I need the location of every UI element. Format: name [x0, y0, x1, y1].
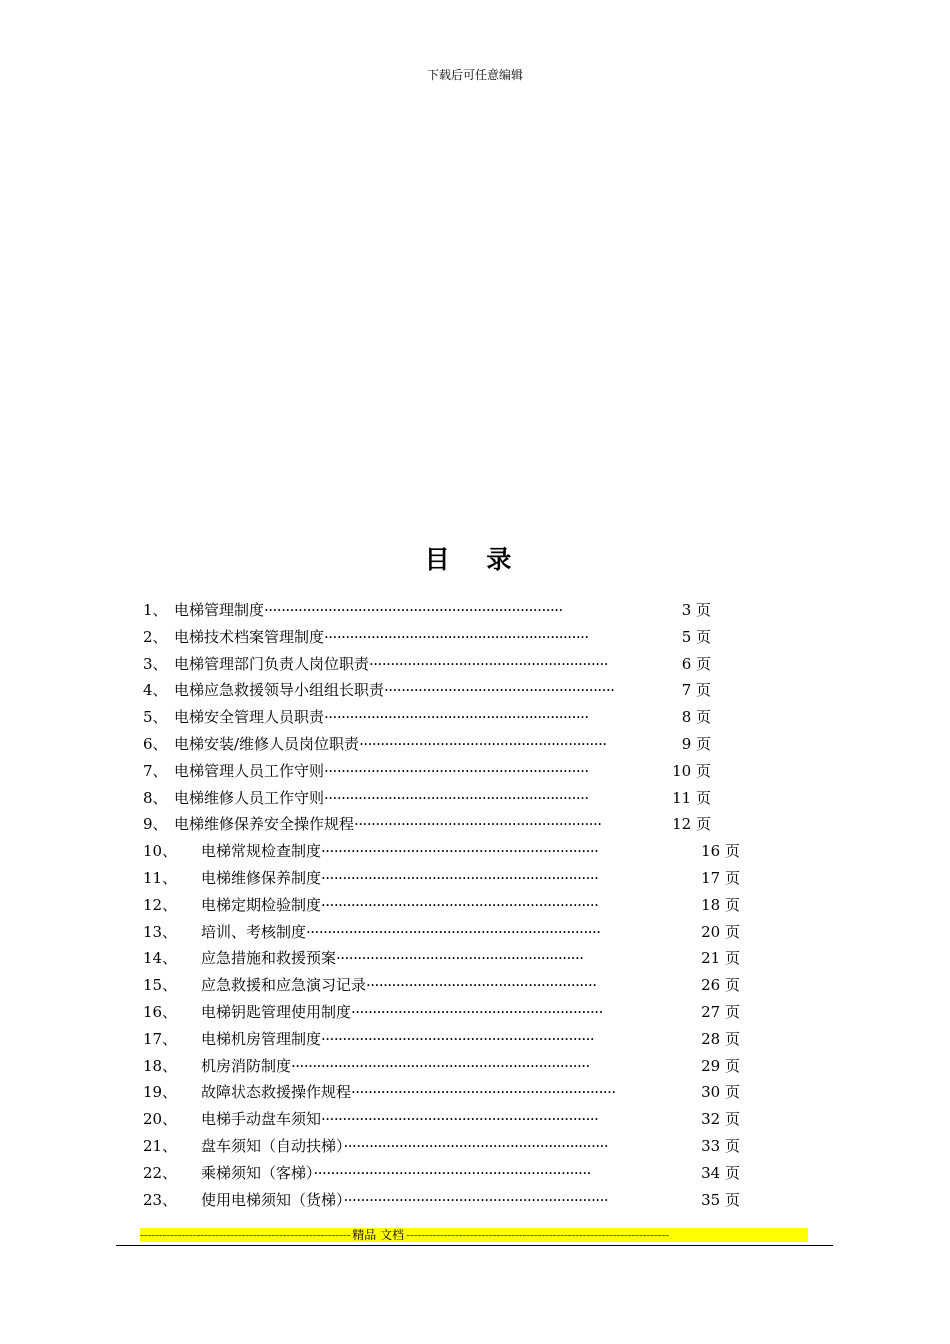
- toc-entry-title: [201, 865, 598, 892]
- toc-entry-label: 电梯维修保养制度: [201, 868, 322, 887]
- toc-entry-page: 7 页: [681, 681, 711, 700]
- toc-entry-label: 电梯管理制度: [174, 601, 265, 619]
- toc-entry[interactable]: [143, 677, 783, 704]
- toc-entry[interactable]: [143, 731, 783, 758]
- toc-entry-label: 电梯定期检验制度: [201, 895, 322, 914]
- toc-entry-page: 10 页: [672, 761, 711, 780]
- toc-entry-title: [174, 624, 589, 651]
- toc-entry-number: 9、: [143, 815, 168, 834]
- toc-entry-title: [201, 1106, 598, 1133]
- toc-entry[interactable]: [143, 1187, 783, 1214]
- toc-entry-title: [174, 785, 589, 812]
- toc-entry-page: 3 页: [681, 601, 711, 619]
- toc-entry-leader: ··························································: [336, 949, 584, 968]
- toc-entry-page: 34 页: [701, 1163, 740, 1182]
- toc-entry-leader: ·································································: [321, 868, 599, 887]
- footer-center-text: 精品 文档: [352, 1228, 405, 1242]
- toc-entry[interactable]: [143, 1133, 783, 1160]
- toc-entry-leader: ······························································: [324, 708, 589, 727]
- toc-entry-page: 11 页: [672, 788, 711, 807]
- toc-entry[interactable]: [143, 1106, 783, 1133]
- toc-entry-page: 29 页: [701, 1056, 740, 1075]
- toc-entry-label: 电梯技术档案管理制度: [174, 627, 325, 646]
- toc-entry-title: [201, 945, 584, 972]
- toc-entry-title: [174, 811, 602, 838]
- toc-entry-label: 电梯手动盘车须知: [201, 1110, 322, 1129]
- toc-entry-title: [174, 651, 608, 678]
- toc-entry[interactable]: [143, 1160, 783, 1187]
- toc-entry-leader: ······························································: [343, 1190, 609, 1209]
- toc-entry-number: 15、: [143, 976, 178, 995]
- toc-entry-number: 13、: [143, 922, 178, 941]
- toc-entry-page: 17 页: [701, 868, 740, 887]
- toc-entry-leader: ························································: [369, 654, 609, 673]
- toc-entry-leader: ······························································: [343, 1136, 609, 1155]
- toc-entry-leader: ·································································: [313, 1163, 591, 1182]
- toc-entry[interactable]: [143, 651, 783, 678]
- toc-entry-title: [201, 999, 603, 1026]
- toc-entry-label: 电梯安全管理人员职责: [174, 708, 325, 727]
- toc-entry-leader: ······························································: [351, 1083, 616, 1102]
- toc-entry-number: 8、: [143, 788, 168, 807]
- toc-entry-number: 2、: [143, 627, 168, 646]
- toc-entry-number: 3、: [143, 654, 168, 673]
- toc-entry-number: 16、: [143, 1002, 178, 1021]
- toc-entry[interactable]: [143, 838, 783, 865]
- toc-entry-number: 19、: [143, 1083, 178, 1102]
- toc-entry-title: [201, 1187, 608, 1214]
- toc-entry-title: [174, 758, 589, 785]
- toc-entry-label: 电梯常规检查制度: [201, 842, 322, 861]
- toc-entry-label: 故障状态救援操作规程: [201, 1083, 352, 1102]
- toc-entry-title: [201, 892, 598, 919]
- toc-entry-leader: ······································································: [264, 601, 563, 619]
- toc-entry-label: 机房消防制度: [201, 1056, 292, 1075]
- toc-entry-title: [201, 1053, 590, 1080]
- toc-entry-page: 16 页: [701, 842, 740, 861]
- toc-entry-number: 4、: [143, 681, 168, 700]
- toc-entry-number: 5、: [143, 708, 168, 727]
- toc-entry[interactable]: [143, 811, 783, 838]
- toc-entry-leader: ······························································: [324, 627, 589, 646]
- toc-entry-label: 电梯钥匙管理使用制度: [201, 1002, 352, 1021]
- footer-band: [140, 1228, 808, 1242]
- toc-entry-leader: ···························································: [351, 1002, 603, 1021]
- toc-entry-page: 8 页: [681, 708, 711, 727]
- toc-entry-label: 应急措施和救援预案: [201, 949, 337, 968]
- toc-entry[interactable]: [143, 758, 783, 785]
- toc-entry-page: 32 页: [701, 1110, 740, 1129]
- toc-entry-title: [201, 838, 598, 865]
- footer-rule: [116, 1245, 833, 1246]
- toc-entry[interactable]: [143, 919, 783, 946]
- toc-entry-leader: ·································································: [321, 895, 599, 914]
- toc-entry-leader: ································································: [321, 1029, 595, 1048]
- toc-entry-page: 6 页: [681, 654, 711, 673]
- toc-entry[interactable]: [143, 597, 783, 624]
- footer-dashes-left: --------------------------------------------------------: [140, 1228, 351, 1242]
- toc-entry-leader: ·································································: [321, 842, 599, 861]
- toc-entry-number: 12、: [143, 895, 178, 914]
- toc-entry-number: 6、: [143, 734, 168, 753]
- toc-entry-label: 培训、考核制度: [201, 922, 307, 941]
- footer-dashes-right: ----------------------------------------------------------------------: [406, 1228, 669, 1242]
- toc-entry[interactable]: [143, 865, 783, 892]
- toc-entry-number: 20、: [143, 1110, 178, 1129]
- toc-entry-title: [201, 1160, 591, 1187]
- toc-entry-leader: ··························································: [354, 815, 602, 834]
- toc-entry-leader: ······································································: [291, 1056, 590, 1075]
- toc-entry[interactable]: [143, 945, 783, 972]
- toc-entry-number: 23、: [143, 1190, 178, 1209]
- toc-entry-label: 电梯机房管理制度: [201, 1029, 322, 1048]
- toc-entry-label: 电梯管理部门负责人岗位职责: [174, 654, 370, 673]
- toc-entry-leader: ······················································: [384, 681, 615, 700]
- toc-entry-leader: ·································································: [321, 1110, 599, 1129]
- header-note: 下载后可任意编辑: [426, 68, 523, 82]
- toc-entry-leader: ······················································: [366, 976, 597, 995]
- toc-entry-page: 20 页: [701, 922, 740, 941]
- toc-entry-label: 应急救援和应急演习记录: [201, 976, 367, 995]
- toc-entry-leader: ······························································: [324, 761, 589, 780]
- toc-entry-title: [201, 972, 597, 999]
- toc-entry-label: 电梯维修人员工作守则: [174, 788, 325, 807]
- toc-entry-leader: ······························································: [324, 788, 589, 807]
- toc-entry[interactable]: [143, 1053, 783, 1080]
- toc-title: 目 录: [424, 545, 526, 574]
- toc-entry-page: 26 页: [701, 976, 740, 995]
- toc-entry-page: 21 页: [701, 949, 740, 968]
- toc-entry-number: 11、: [143, 868, 178, 887]
- toc-entry[interactable]: [143, 972, 783, 999]
- toc-entry-page: 35 页: [701, 1190, 740, 1209]
- toc-entry-title: [201, 1079, 616, 1106]
- toc-entry[interactable]: [143, 1026, 783, 1053]
- toc-entry-number: 22、: [143, 1163, 178, 1182]
- toc-entry[interactable]: [143, 999, 783, 1026]
- toc-entry-page: 28 页: [701, 1029, 740, 1048]
- toc-list: [143, 597, 783, 1213]
- toc-entry-number: 14、: [143, 949, 178, 968]
- toc-entry-page: 9 页: [681, 734, 711, 753]
- toc-entry-leader: ·····································································: [306, 922, 601, 941]
- toc-entry-label: 电梯维修保养安全操作规程: [174, 815, 355, 834]
- toc-entry-number: 18、: [143, 1056, 178, 1075]
- toc-entry[interactable]: [143, 892, 783, 919]
- toc-entry-label: 电梯管理人员工作守则: [174, 761, 325, 780]
- toc-entry-title: [201, 919, 601, 946]
- toc-entry[interactable]: [143, 1079, 783, 1106]
- toc-entry-page: 18 页: [701, 895, 740, 914]
- toc-entry-number: 7、: [143, 761, 168, 780]
- toc-entry-page: 12 页: [672, 815, 711, 834]
- toc-entry-leader: ··························································: [359, 734, 607, 753]
- toc-entry-label: 电梯安装/维修人员岗位职责: [174, 734, 360, 753]
- toc-entry-page: 5 页: [681, 627, 711, 646]
- toc-entry-title: [174, 731, 607, 758]
- toc-entry[interactable]: [143, 624, 783, 651]
- toc-entry-title: [201, 1133, 608, 1160]
- toc-entry-label: 电梯应急救援领导小组组长职责: [174, 681, 385, 700]
- toc-entry-title: [174, 597, 563, 624]
- toc-entry-number: 10、: [143, 842, 178, 861]
- toc-entry-number: 21、: [143, 1136, 178, 1155]
- toc-entry-label: 乘梯须知（客梯）: [201, 1163, 314, 1182]
- toc-entry[interactable]: [143, 704, 783, 731]
- toc-entry-page: 33 页: [701, 1136, 740, 1155]
- toc-entry-number: 17、: [143, 1029, 178, 1048]
- toc-entry-label: 使用电梯须知（货梯）: [201, 1190, 344, 1209]
- toc-entry-title: [174, 677, 615, 704]
- toc-entry-page: 30 页: [701, 1083, 740, 1102]
- toc-entry-page: 27 页: [701, 1002, 740, 1021]
- toc-entry-title: [201, 1026, 594, 1053]
- toc-entry[interactable]: [143, 785, 783, 812]
- toc-entry-label: 盘车须知（自动扶梯）: [201, 1136, 344, 1155]
- toc-entry-number: 1、: [143, 601, 168, 619]
- toc-entry-title: [174, 704, 589, 731]
